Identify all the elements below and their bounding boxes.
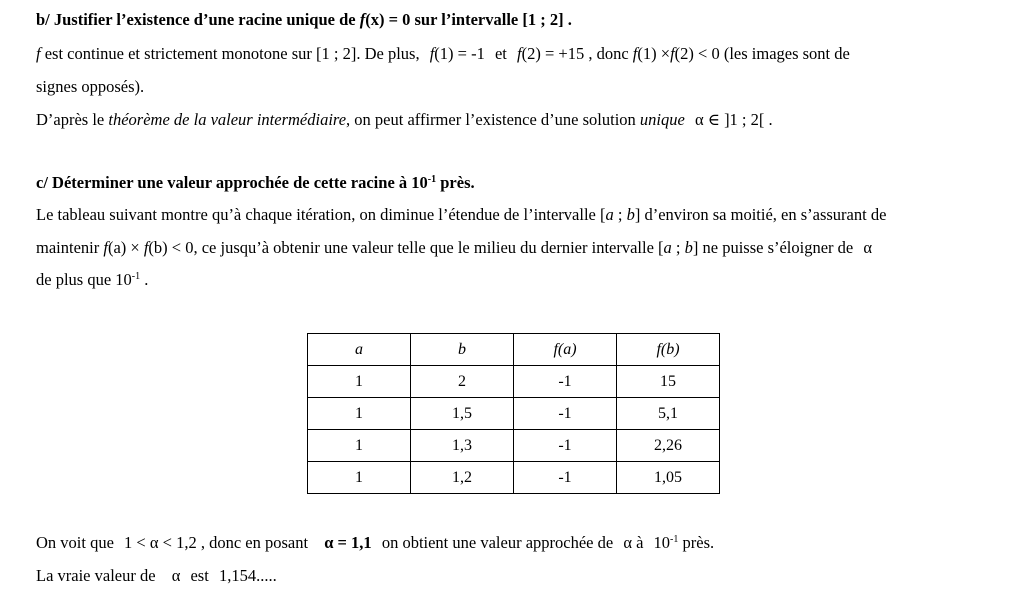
table-cell: 1: [308, 430, 411, 462]
table-cell: 5,1: [617, 398, 720, 430]
table-cell: 1,2: [411, 462, 514, 494]
table-cell: 1,5: [411, 398, 514, 430]
section-b-line-2: signes opposés).: [36, 77, 145, 96]
table-cell: -1: [514, 430, 617, 462]
table-cell: 2,26: [617, 430, 720, 462]
table-cell: 1: [308, 366, 411, 398]
table-header-cell: f(a): [514, 334, 617, 366]
section-b-heading: b/ Justifier l’existence d’une racine unique de f(x) = 0 sur l’intervalle [1 ; 2] .: [36, 10, 572, 29]
table-cell: 15: [617, 366, 720, 398]
section-c-line-1: Le tableau suivant montre qu’à chaque itération, on diminue l’étendue de l’intervalle [a ; b] d’environ sa moitié, en s’assurant de: [36, 205, 887, 224]
bisection-table: [307, 333, 720, 494]
table-row: [308, 430, 720, 462]
section-b-line-1: f est continue et strictement monotone sur [1 ; 2]. De plus, f(1) = -1 et f(2) = +15 , donc f(1) ×f(2) < 0 (les images sont de: [36, 44, 850, 63]
table-header-cell: b: [411, 334, 514, 366]
section-c-line-3: de plus que $10^{-1}$ .: [36, 270, 149, 289]
table-cell: -1: [514, 366, 617, 398]
table-header-cell: a: [308, 334, 411, 366]
table-row: [308, 398, 720, 430]
conclusion-line-1: On voit que 1 < α < 1,2 , donc en posant α = 1,1 on obtient une valeur approchée de α à $10^{-1}$ près.: [36, 533, 715, 552]
table-cell: -1: [514, 398, 617, 430]
table-header-cell: f(b): [617, 334, 720, 366]
table-cell: -1: [514, 462, 617, 494]
section-c-line-2: maintenir f(a) × f(b) < 0, ce jusqu’à obtenir une valeur telle que le milieu du dernier intervalle [a ; b] ne puisse s’éloigner de α: [36, 238, 873, 257]
conclusion-line-2: La vraie valeur de α est 1,154.....: [36, 566, 277, 585]
section-c-heading: c/ Déterminer une valeur approchée de cette racine à $10^{-1}$ près.: [36, 173, 475, 192]
table-cell: 2: [411, 366, 514, 398]
table-cell: 1: [308, 398, 411, 430]
table-row: [308, 366, 720, 398]
table-row: [308, 462, 720, 494]
section-b-line-3: D’après le théorème de la valeur intermédiaire, on peut affirmer l’existence d’une solution unique α ∈ ]1 ; 2[ .: [36, 110, 773, 129]
table-cell: 1: [308, 462, 411, 494]
table-header-row: [308, 334, 720, 366]
table-cell: 1,05: [617, 462, 720, 494]
table-cell: 1,3: [411, 430, 514, 462]
